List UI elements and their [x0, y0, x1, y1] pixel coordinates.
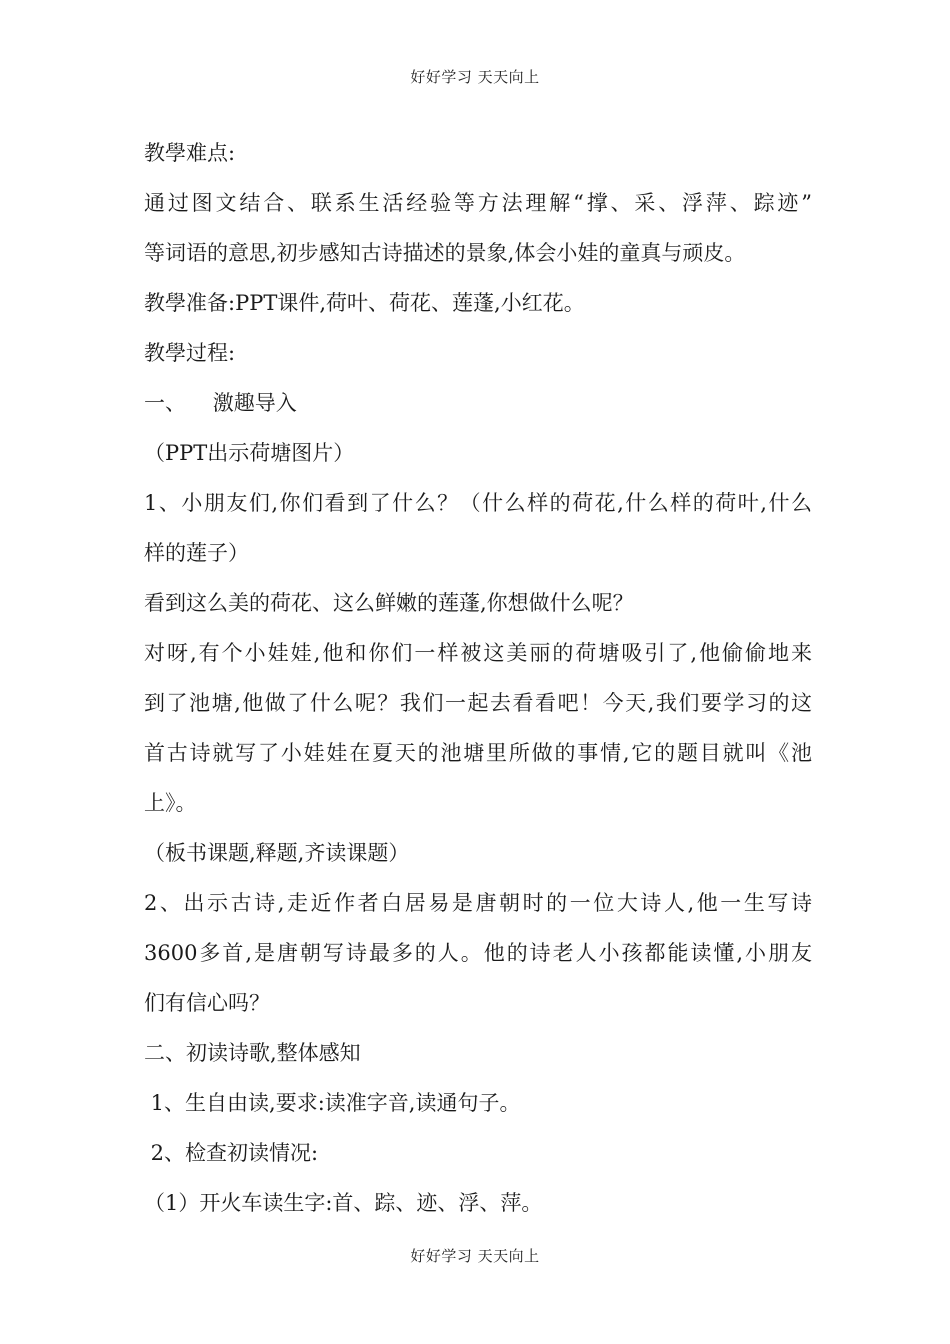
paragraph-line: 对呀,有个小娃娃,他和你们一样被这美丽的荷塘吸引了,他偷偷地来 [144, 641, 812, 665]
page-header: 好好学习 天天向上 [410, 68, 540, 86]
paragraph-line: （PPT出示荷塘图片） [144, 441, 355, 465]
paragraph-line: （1）开火车读生字:首、踪、迹、浮、萍。 [144, 1191, 543, 1215]
paragraph-line: 教學过程: [144, 341, 236, 365]
paragraph-line: 看到这么美的荷花、这么鲜嫩的莲蓬,你想做什么呢？ [144, 591, 634, 615]
paragraph-line: 教學准备:PPT课件,荷叶、荷花、莲蓬,小红花。 [144, 291, 585, 315]
paragraph-line: （板书课题,释题,齐读课题） [144, 841, 410, 865]
paragraph-line: 样的莲子） [144, 541, 249, 565]
paragraph-line: 们有信心吗？ [144, 991, 270, 1015]
paragraph-line: 首古诗就写了小娃娃在夏天的池塘里所做的事情,它的题目就叫《池 [144, 741, 812, 765]
paragraph-line: 上》。 [144, 791, 197, 815]
document-body [144, 128, 812, 1228]
paragraph-line: 2、出示古诗,走近作者白居易是唐朝时的一位大诗人,他一生写诗 [144, 891, 812, 915]
section-heading: 一、 激趣导入 [144, 391, 297, 415]
paragraph-line: 通过图文结合、联系生活经验等方法理解“撑、采、浮萍、踪迹” [144, 191, 812, 215]
paragraph-line: 1、小朋友们,你们看到了什么？（什么样的荷花,什么样的荷叶,什么 [144, 491, 812, 515]
section-heading: 二、初读诗歌,整体感知 [144, 1041, 361, 1065]
paragraph-line: 等词语的意思,初步感知古诗描述的景象,体会小娃的童真与顽皮。 [144, 241, 746, 265]
paragraph-line: 3600多首,是唐朝写诗最多的人。他的诗老人小孩都能读懂,小朋友 [144, 941, 812, 965]
paragraph-line: 到了池塘,他做了什么呢？我们一起去看看吧！今天,我们要学习的这 [144, 691, 812, 715]
paragraph-line: 教學难点: [144, 141, 236, 165]
paragraph-line: 1、生自由读,要求:读准字音,读通句子。 [144, 1091, 521, 1115]
paragraph-line: 2、检查初读情况: [144, 1141, 319, 1165]
page-footer: 好好学习 天天向上 [410, 1247, 540, 1265]
